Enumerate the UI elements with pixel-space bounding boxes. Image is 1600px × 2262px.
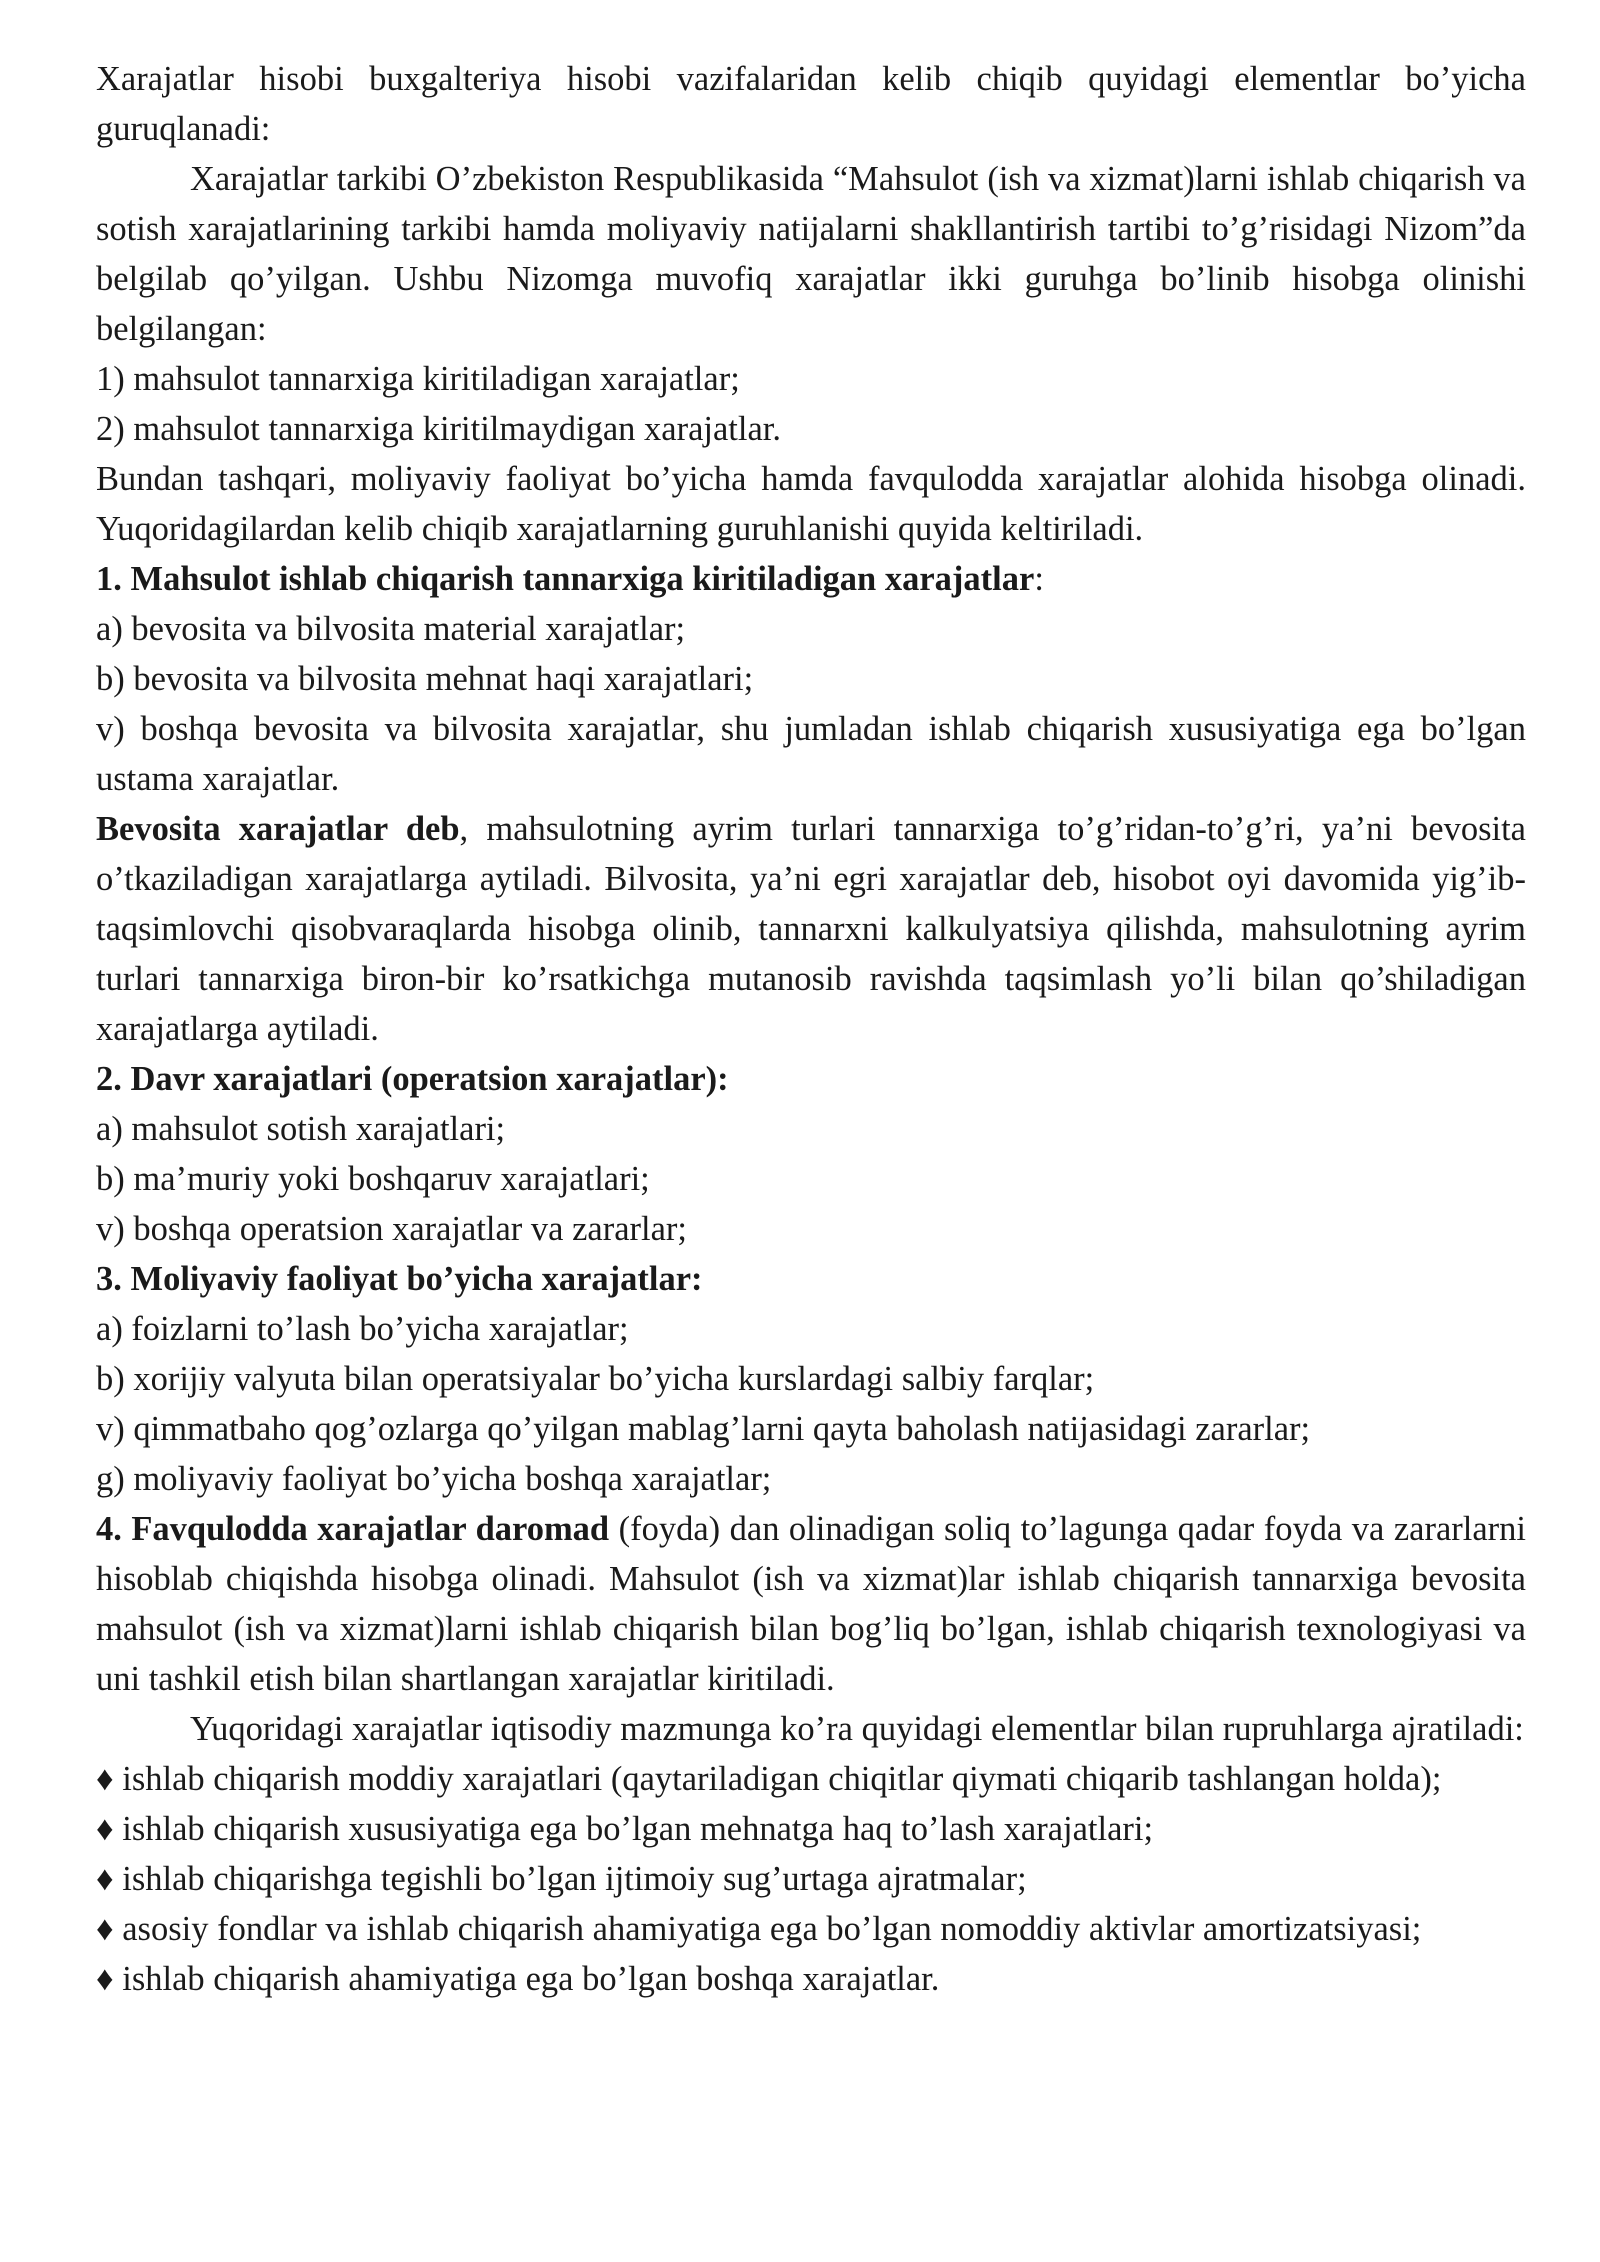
list-item: g) moliyaviy faoliyat bo’yicha boshqa xarajatlar;	[96, 1460, 772, 1498]
section-1-title: 1. Mahsulot ishlab chiqarish tannarxiga kiritiladigan xarajatlar	[96, 560, 1035, 598]
list-item: 2) mahsulot tannarxiga kiritilmaydigan xarajatlar.	[96, 410, 781, 448]
bullet-item: ♦ ishlab chiqarish moddiy xarajatlari (qaytariladigan chiqitlar qiymati chiqarib tashlangan holda);	[96, 1760, 1442, 1798]
list-item: a) mahsulot sotish xarajatlari;	[96, 1110, 506, 1148]
list-item: 1) mahsulot tannarxiga kiritiladigan xarajatlar;	[96, 360, 740, 398]
document-page	[96, 54, 1526, 2004]
section-2-heading: 2. Davr xarajatlari (operatsion xarajatlar):	[96, 1060, 729, 1098]
list-item: b) xorijiy valyuta bilan operatsiyalar bo’yicha kurslardagi salbiy farqlar;	[96, 1360, 1095, 1398]
bullet-item: ♦ asosiy fondlar va ishlab chiqarish ahamiyatiga ega bo’lgan nomoddiy aktivlar amortizatsiyasi;	[96, 1910, 1422, 1948]
regulation-paragraph: Xarajatlar tarkibi O’zbekiston Respublikasida “Mahsulot (ish va xizmat)larni ishlab chiqarish va sotish xarajatlarining tarkibi hamda moliyaviy natijalarni shakllantirish tartibi to’g’risidagi Nizom”da belgilab qo’yilgan. Ushbu Nizomga muvofiq xarajatlar ikki guruhga bo’linib hisobga olinishi belgilangan:	[96, 160, 1526, 348]
list-item: a) bevosita va bilvosita material xarajatlar;	[96, 610, 686, 648]
list-item: b) ma’muriy yoki boshqaruv xarajatlari;	[96, 1160, 650, 1198]
list-item: v) qimmatbaho qog’ozlarga qo’yilgan mablag’larni qayta baholash natijasidagi zararlar;	[96, 1410, 1311, 1448]
section-4-title: 4. Favqulodda xarajatlar daromad	[96, 1510, 610, 1548]
bullet-item: ♦ ishlab chiqarish ahamiyatiga ega bo’lgan boshqa xarajatlar.	[96, 1960, 940, 1998]
list-item: a) foizlarni to’lash bo’yicha xarajatlar;	[96, 1310, 629, 1348]
section-1-heading: 1. Mahsulot ishlab chiqarish tannarxiga kiritiladigan xarajatlar:	[96, 560, 1044, 598]
section-3-heading: 3. Moliyaviy faoliyat bo’yicha xarajatlar:	[96, 1260, 703, 1298]
list-item: v) boshqa operatsion xarajatlar va zararlar;	[96, 1210, 687, 1248]
list-item: b) bevosita va bilvosita mehnat haqi xarajatlari;	[96, 660, 754, 698]
intro-paragraph: Xarajatlar hisobi buxgalteriya hisobi vazifalaridan kelib chiqib quyidagi elementlar bo’yicha guruqlanadi:	[96, 60, 1526, 148]
elements-paragraph: Yuqoridagi xarajatlar iqtisodiy mazmunga ko’ra quyidagi elementlar bilan rupruhlarga ajratiladi:	[190, 1710, 1524, 1748]
bullet-item: ♦ ishlab chiqarishga tegishli bo’lgan ijtimoiy sug’urtaga ajratmalar;	[96, 1860, 1027, 1898]
direct-costs-paragraph: Bevosita xarajatlar deb, mahsulotning ayrim turlari tannarxiga to’g’ridan-to’g’ri, ya’ni bevosita o’tkaziladigan xarajatlarga aytiladi. Bilvosita, ya’ni egri xarajatlar deb, hisobot oyi davomida yig’ib-taqsimlovchi qisobvaraqlarda hisobga olinib, tannarxni kalkulyatsiya qilishda, mahsulotning ayrim turlari tannarxiga biron-bir ko’rsatkichga mutanosib ravishda taqsimlash yo’li bilan qo’shiladigan xarajatlarga aytiladi.	[96, 810, 1526, 1048]
list-item: v) boshqa bevosita va bilvosita xarajatlar, shu jumladan ishlab chiqarish xususiyatiga ega bo’lgan ustama xarajatlar.	[96, 710, 1526, 798]
direct-costs-term: Bevosita xarajatlar deb	[96, 810, 460, 848]
bullet-item: ♦ ishlab chiqarish xususiyatiga ega bo’lgan mehnatga haq to’lash xarajatlari;	[96, 1810, 1154, 1848]
section-4-paragraph: 4. Favqulodda xarajatlar daromad (foyda) dan olinadigan soliq to’lagunga qadar foyda va zararlarni hisoblab chiqishda hisobga olinadi. Mahsulot (ish va xizmat)lar ishlab chiqarish tannarxiga bevosita mahsulot (ish va xizmat)larni ishlab chiqarish bilan bog’liq bo’lgan, ishlab chiqarish texnologiyasi va uni tashkil etish bilan shartlangan xarajatlar kiritiladi.	[96, 1510, 1526, 1698]
grouping-paragraph: Bundan tashqari, moliyaviy faoliyat bo’yicha hamda favqulodda xarajatlar alohida hisobga olinadi. Yuqoridagilardan kelib chiqib xarajatlarning guruhlanishi quyida keltiriladi.	[96, 460, 1526, 548]
